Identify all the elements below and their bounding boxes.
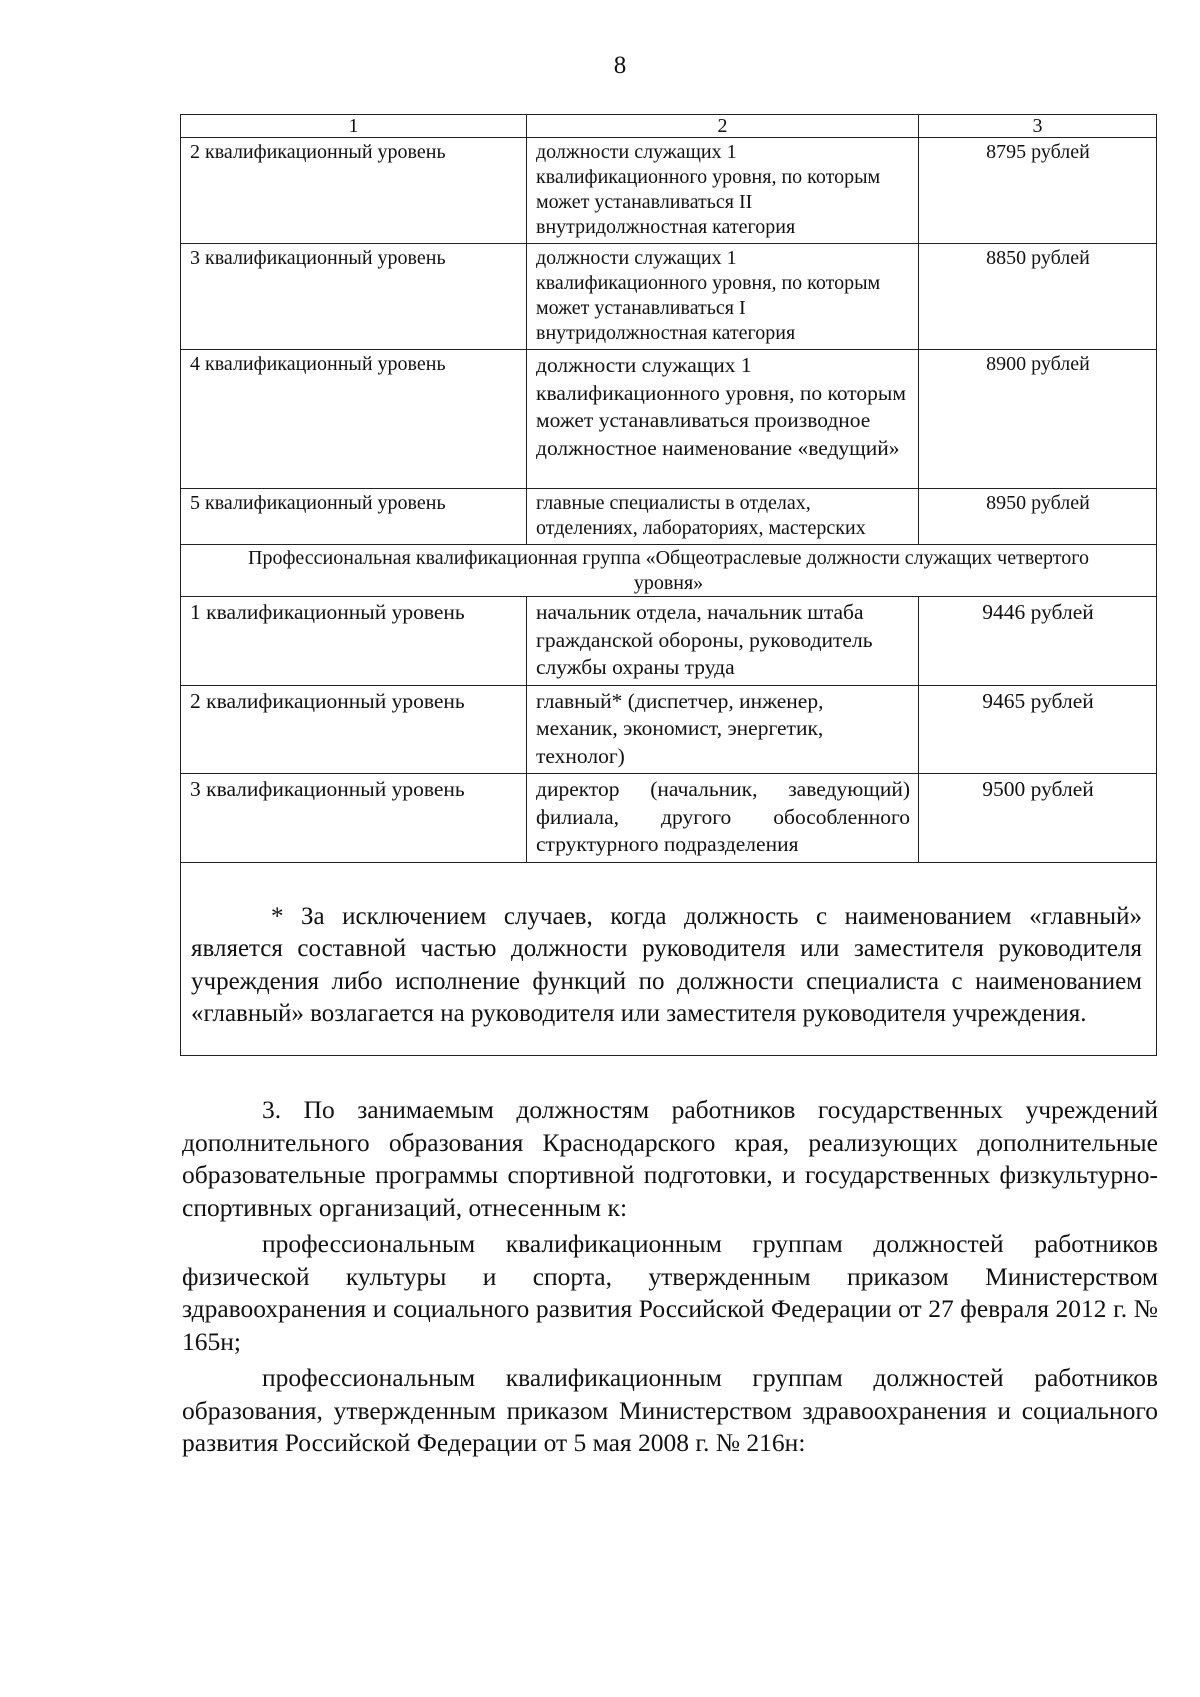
level-cell: 3 квалификационный уровень bbox=[181, 774, 527, 863]
table-row bbox=[181, 350, 1157, 489]
level-cell: 2 квалификационный уровень bbox=[181, 138, 527, 244]
positions-cell bbox=[527, 774, 919, 863]
amount-cell: 8795 рублей bbox=[919, 138, 1157, 244]
page-number: 8 bbox=[613, 52, 627, 79]
positions-text: директор (начальник, заведующий) филиала, другого обособленного bbox=[536, 777, 910, 829]
positions-text-last: структурного подразделения bbox=[536, 832, 799, 856]
body-text bbox=[182, 1094, 1158, 1462]
table-row bbox=[181, 244, 1157, 350]
level-cell: 1 квалификационный уровень bbox=[181, 597, 527, 686]
paragraph: профессиональным квалификационным группам должностей работников физической культуры и спорта, утвержденным приказом Министерством здравоохранения и социального развития Российской Федерации от 27 февраля 2012 г. № 165н; bbox=[182, 1229, 1158, 1356]
table-row bbox=[181, 138, 1157, 244]
positions-cell: должности служащих 1 квалификационного уровня, по которым может устанавливаться I внутридолжностная категория bbox=[527, 244, 919, 350]
positions-cell: начальник отдела, начальник штаба гражданской обороны, руководитель службы охраны труда bbox=[527, 597, 919, 686]
table-row bbox=[181, 685, 1157, 774]
positions-cell: главный* (диспетчер, инженер, механик, экономист, энергетик, технолог) bbox=[527, 685, 919, 774]
amount-cell: 9500 рублей bbox=[919, 774, 1157, 863]
table-header-row bbox=[181, 115, 1157, 138]
positions-cell: должности служащих 1 квалификационного уровня, по которым может устанавливаться производное должностное наименование «ведущий» bbox=[527, 350, 919, 489]
header-cell-1: 1 bbox=[181, 115, 527, 138]
amount-cell: 8850 рублей bbox=[919, 244, 1157, 350]
footnote-text: * За исключением случаев, когда должность с наименованием «главный» является составной частью должности руководителя или заместителя руководителя учреждения либо исполнение функций по должности специалиста с наименованием «главный» возлагается на руководителя или заместителя руководителя учреждения. bbox=[191, 902, 1142, 1027]
level-cell: 4 квалификационный уровень bbox=[181, 350, 527, 489]
amount-cell: 8900 рублей bbox=[919, 350, 1157, 489]
level-cell: 3 квалификационный уровень bbox=[181, 244, 527, 350]
paragraph: профессиональным квалификационным группам должностей работников образования, утвержденным приказом Министерством здравоохранения и социального развития Российской Федерации от 5 мая 2008 г. № 216н: bbox=[182, 1363, 1158, 1457]
paragraph: 3. По занимаемым должностям работников государственных учреждений дополнительного образования Краснодарского края, реализующих дополнительные образовательные программы спортивной подготовки, и государственных физкультурно-спортивных организаций, отнесенным к: bbox=[182, 1095, 1158, 1222]
amount-cell: 8950 рублей bbox=[919, 489, 1157, 545]
table-row bbox=[181, 489, 1157, 545]
level-cell: 2 квалификационный уровень bbox=[181, 685, 527, 774]
footnote-cell bbox=[181, 862, 1157, 1055]
group-heading: Профессиональная квалификационная группа «Общеотраслевые должности служащих четвертого уровня» bbox=[181, 545, 1157, 597]
amount-cell: 9465 рублей bbox=[919, 685, 1157, 774]
level-cell: 5 квалификационный уровень bbox=[181, 489, 527, 545]
header-cell-3: 3 bbox=[919, 115, 1157, 138]
footnote-row bbox=[181, 862, 1157, 1055]
positions-cell: должности служащих 1 квалификационного уровня, по которым может устанавливаться II внутридолжностная категория bbox=[527, 138, 919, 244]
positions-cell: главные специалисты в отделах, отделениях, лабораториях, мастерских bbox=[527, 489, 919, 545]
group-heading-row bbox=[181, 545, 1157, 597]
table-row bbox=[181, 774, 1157, 863]
table-row bbox=[181, 597, 1157, 686]
salary-table bbox=[180, 114, 1157, 1056]
amount-cell: 9446 рублей bbox=[919, 597, 1157, 686]
header-cell-2: 2 bbox=[527, 115, 919, 138]
